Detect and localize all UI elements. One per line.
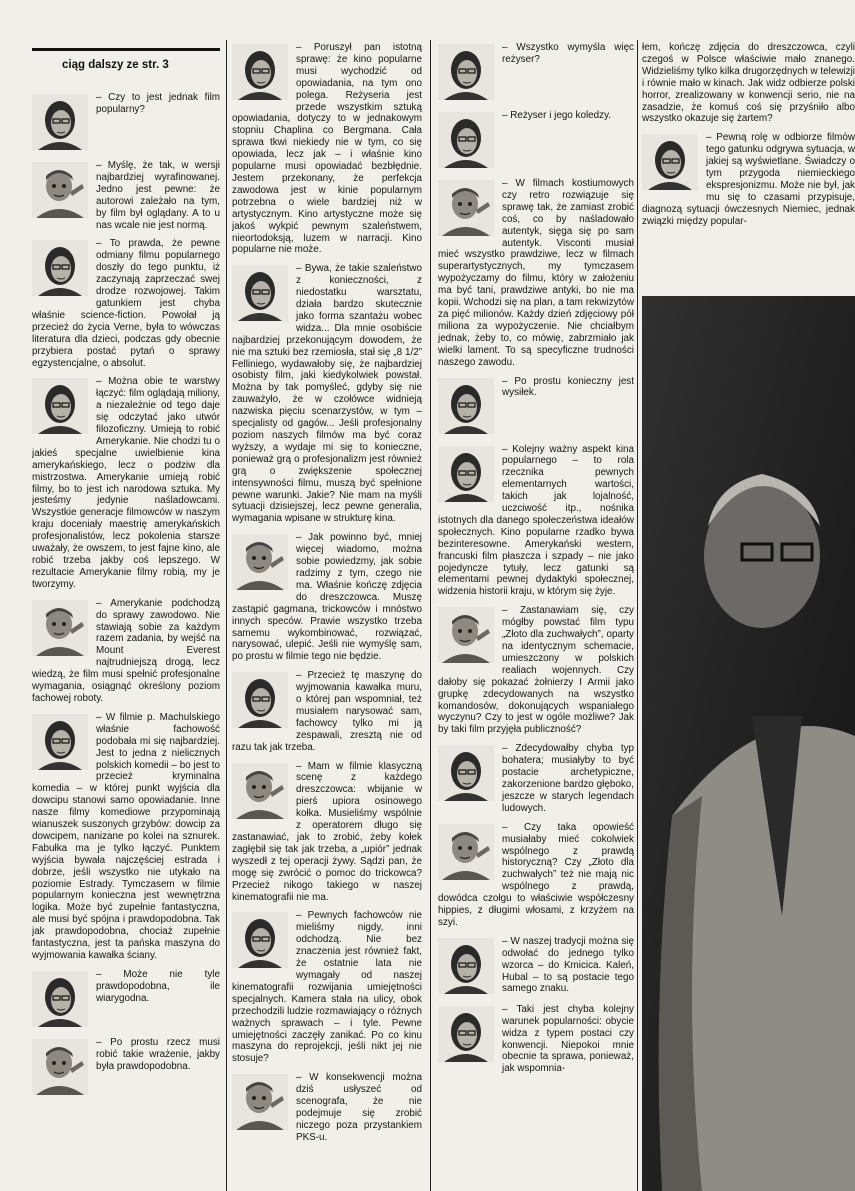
interview-text: – Amerykanie podchodzą do sprawy zawodowo. Nie stawiają sobie za każdym razem zadania, by wejść na Mount Everest najtrudniejszą drogą, lecz wiedzą, że film musi spełnić profesjonalne wymagania, osiągnąć określony poziom fachowej roboty. <box>32 597 220 704</box>
interview-entry <box>438 376 634 437</box>
column-1-entries <box>32 92 220 1098</box>
interview-entry <box>232 42 422 256</box>
interview-entry <box>232 1072 422 1143</box>
speaker-man-portrait <box>438 607 494 663</box>
speaker-man-portrait <box>232 763 288 819</box>
interview-entry <box>232 263 422 525</box>
continued-label: ciąg dalszy ze str. 3 <box>62 59 169 71</box>
continued-header <box>32 48 220 71</box>
column-rule <box>226 40 227 1191</box>
speaker-man-portrait <box>32 1039 88 1095</box>
speaker-man-portrait <box>32 162 88 218</box>
speaker-man-portrait <box>32 600 88 656</box>
speaker-woman-portrait <box>32 378 88 434</box>
interview-text: – Zdecydowałby chyba typ bohatera; musiałyby to być postacie archetypiczne, zakorzenione bardzo głęboko, jeszcze w starych legendach ludowych. <box>502 743 634 814</box>
interview-text: – Czy to jest jednak film popularny? <box>96 92 220 115</box>
interview-text: – Pewnych fachowców nie mieliśmy nigdy, inni odchodzą. Nie bez znaczenia jest również fakt, że ostatnie lata nie wymagały od naszej kinematografii rozwijania umiejętności specjalnych. Kamera stała na ulicy, obok przechodzili ludzie rozmawiający o różnych ważnych sprawach – i tyle. Pewne umiejętności zaczęły zanikać. Po co kinu maszyna do reprojekcji, jeśli nikt jej nie stosuje? <box>232 910 422 1065</box>
speaker-man-portrait <box>438 824 494 880</box>
speaker-woman-portrait <box>232 912 288 968</box>
interview-entry <box>438 444 634 599</box>
interview-text: łem, kończę zdjęcia do dreszczowca, czyli czegoś w Polsce właściwie mało znanego. Widzieliśmy tylko kilka drugorzędnych w telewizji i równie mało w kinach. Jak widz odbierze polski horror, zrealizowany w konwencji serio, nie na zasadzie, że komuś coś się przyśniło albo wszystko okazuje się żartem? <box>642 42 855 125</box>
interview-text: – Przecież tę maszynę do wyjmowania kawałka muru, o której pan wspomniał, też musiałem narysować sam, fachowcy tylko mi ją zespawali, zresztą nie od razu tak jak trzeba. <box>232 670 422 753</box>
speaker-woman-portrait <box>438 745 494 801</box>
interview-entry <box>232 761 422 904</box>
column-2-entries <box>232 42 422 1144</box>
interview-entry <box>438 178 634 369</box>
interview-entry <box>438 110 634 171</box>
interview-entry <box>232 532 422 663</box>
interview-entry <box>32 1037 220 1098</box>
interview-text: – Kolejny ważny aspekt kina popularnego – to rola rzecznika pewnych elementarnych wartości, takich jak lojalność, uczciwość itp., nośnika istotnych dla danego społeczeństwa ideałów społecznych. Kino popularne rzadko bywa bezinteresowne. Amerykański western, francuski film płaszcza i szpady – nie jako pojedyncze tytuły, lecz gatunki są elementami pewnej dydaktyki społecznej, widzenia historii kraju, w którym się żyje. <box>438 443 634 598</box>
interview-text: – W konsekwencji można dziś usłyszeć od scenografa, że nie podejmuje się zrobić niczego poza przystankiem PKS-u. <box>296 1072 422 1143</box>
speaker-woman-portrait <box>232 672 288 728</box>
column-3-entries <box>438 42 634 1075</box>
interview-entry <box>438 1004 634 1075</box>
director-photo <box>642 296 855 1191</box>
interview-text: – Taki jest chyba kolejny warunek popularności: obycie widza z typem postaci czy konwencji. Niepokoi mnie obecnie ta sprawa, ponieważ, jak wspomnia- <box>502 1003 634 1075</box>
interview-entry <box>32 969 220 1030</box>
interview-entry <box>642 132 855 227</box>
interview-entry <box>32 92 220 153</box>
speaker-man-portrait <box>232 1074 288 1130</box>
speaker-woman-portrait <box>32 94 88 150</box>
interview-text: – Pewną rolę w odbiorze filmów tego gatunku odgrywa sytuacja, w jakiej są wyświetlane. Świadczy o tym przygoda niemieckiego ekspresjonizmu. Może nie był, jak mu się to czasami przypisuje, diagnozą sytuacji ówczesnych Niemiec, jednak związki między popular- <box>642 132 855 227</box>
speaker-woman-portrait <box>438 44 494 100</box>
interview-text: – Można obie te warstwy łączyć: film oglądają miliony, a niezależnie od tego daje się odczytać jako utwór filozoficzny. Umieją to robić Amerykanie. Nie chodzi tu o jakieś specjalne uwielbienie kina amerykańskiego, lecz o podziw dla mistrzostwa. Amerykanie umieją robić filmy, bo to jest ich narodowa sztuka. My jesteśmy jedynie naśladowcami. Wszystkie generacje filmowców w naszym kraju doceniały maestrię amerykańskich profesjonalistów, lecz pokolenia starsze uważały, że owszem, to jest fajne kino, ale robić trzeba jakby coś lepszego. W rezultacie Amerykanie filmy robią, my je tworzymy. <box>32 376 220 590</box>
speaker-woman-portrait <box>32 714 88 770</box>
speaker-woman-portrait <box>642 134 698 190</box>
interview-entry <box>32 160 220 231</box>
interview-entry <box>438 743 634 814</box>
interview-text: – Po prostu konieczny jest wysiłek. <box>502 375 634 399</box>
interview-text: – Może nie tyle prawdopodobna, ile wiarygodna. <box>96 968 220 1004</box>
interview-text: – Reżyser i jego koledzy. <box>502 110 612 121</box>
interview-entry <box>438 822 634 929</box>
interview-entry <box>32 598 220 705</box>
speaker-woman-portrait <box>438 378 494 434</box>
interview-entry <box>232 670 422 753</box>
interview-text: – W filmach kostiumowych czy retro rozwiązuje się sprawę tak, że zamiast zrobić coś, co by naśladowało autentyk, sięga się po sam autentyk. Visconti musiał mieć wszystko prawdziwe, lecz w filmach superartystycznych, my tymczasem wypożyczamy do filmu, który w założeniu ma być tani, prawdziwe antyki, bo nie ma kopii. Wchodzi się na plan, a tam rekwizytów za pięć milionów. Każdy dzień zdjęciowy pół miliona za wypożyczenie. Nie chciałbym jednak, żeby to, co mówię, zabrzmiało jak wielki lament. To są specyficzne trudności naszego zawodu. <box>438 178 634 368</box>
column-rule <box>637 40 638 1191</box>
interview-entry <box>32 712 220 962</box>
interview-text: – Bywa, że takie szaleństwo z konieczności, z niedostatku warsztatu, działa bardzo skutecznie jako forma szantażu wobec widza... Dla mnie osobiście najbardziej przekonującym dowodem, że nie ma sztuki bez rzemiosła, stał się „8 1/2” Felliniego, wydawałoby się, że najbardziej osobisty film, jaki kiedykolwiek powstał. Można by tak pomyśleć, gdyby się nie zauważyło, że w czołówce widnieją nazwiska pięciu scenarzystów, w tym – specjalisty od gagów... Jeśli profesjonalny poziom naszych filmów ma być coraz wyższy, a wydaje mi się to konieczne, ponieważ grą o profesjonalizm jest również grą o zwiększenie społecznej intensywności filmu, muszą być spełnione pewne warunki. Jakie? Nie mam na myśli sytuacji dzisiejszej, lecz pewne generalia, wymagania wpisane w strukturę kina. <box>232 263 422 525</box>
speaker-woman-portrait <box>438 112 494 168</box>
interview-text: – Wszystko wymyśla więc reżyser? <box>502 42 634 65</box>
interview-entry <box>32 238 220 369</box>
interview-entry <box>642 42 855 125</box>
column-1 <box>32 0 220 1191</box>
interview-text: – Czy taka opowieść musiałaby mieć cokolwiek wspólnego z prawdą historyczną? Czy „Złoto dla zuchwałych” też nie mają nic wspólnego z prawdą, dowódca czołgu to właściwie współczesny hippies, z długimi włosami, z krzyżem na szyi. <box>438 821 634 928</box>
interview-text: – To prawda, że pewne odmiany filmu popularnego doszły do tego punktu, iż zaczynają zaprzeczać swej drodze rozwojowej. Takim gatunkiem jest chyba właśnie science-fiction. Powołał ją przecież do życia Verne, była to wówczas literatura dla dzieci, podczas gdy obecnie przybiera postać pytań o sprawy egzystencjalne, o absolut. <box>32 238 220 369</box>
interview-text: – W filmie p. Machulskiego właśnie fachowość podobała mi się najbardziej. Jest to jedna z nielicznych polskich komedii – bo jest to przecież kryminalna komedia – w której punkt wyjścia dla dowcipu stanowi samo opowiadanie. Inne nasze filmy komediowe przypominają wianuszek suszonych grzybów: dowcip za dowcipem, nanizane po kolei na sznurek. Fabułka ma je tylko łączyć. Punktem wyjścia bywała najczęściej estrada i dobrze, jeśli wszystko nie utykało na poziomie Estrady. Tymczasem w filmie popularnym konieczna jest wewnętrzna logika. Może być zupełnie fantastyczna, ale musi być spójna i prawdopodobna. Tak jak prawdopodobna, chociaż zupełnie fantastyczna, jest ta pańska maszyna do wyjmowania kawałka ściany. <box>32 711 220 961</box>
column-2 <box>232 0 422 1191</box>
interview-entry <box>438 936 634 997</box>
interview-text: – Mam w filmie klasyczną scenę z każdego dreszczowca: wbijanie w pierś upiora osinowego kołka. Musieliśmy wspólnie z operatorem długo się zastanawiać, jak to zrobić, żeby kołek zagłębił się tak jak trzeba, a „upiór” jednak wyszedł z tej operacji żywy. Sądzi pan, że mogę się zwrócić o pomoc do trickowca? Przecież nikogo takiego w naszej kinematografii nie ma. <box>232 760 422 903</box>
column-3 <box>438 0 634 1191</box>
speaker-woman-portrait <box>438 938 494 994</box>
speaker-woman-portrait <box>438 1006 494 1062</box>
interview-text: – Zastanawiam się, czy mógłby powstać film typu „Złoto dla zuchwałych”, oparty na identycznym schemacie, umieszczony w polskich realiach wojennych. Czy dałoby się pokazać żołnierzy I Armii jako grupkę zdecydowanych na wszystko komandosów, dokonujących wspaniałego wyczynu? Czy to jest w ogóle możliwe? Jak by taki film przyjęła publiczność? <box>438 605 634 736</box>
speaker-woman-portrait <box>32 240 88 296</box>
interview-entry <box>438 42 634 103</box>
interview-text: – Poruszył pan istotną sprawę: że kino popularne musi wychodzić od opowiadania, na tym ono polega. Reżyseria jest przede wszystkim sztuką opowiadania, dotyczy to w jednakowym stopniu Chaplina co Bergmana. Cała sprawa tkwi niekiedy nie w tym, co się opowiada, lecz jak – i właśnie kino popularne musi opowiadać bezbłędnie. Jestem przekonany, że perfekcja zawodowa jest w kinie popularnym potrzebna o wiele bardziej niż w artystycznym. Kino artystyczne może się jakoś wykpić pewnym szaleństwem, nieortodoksją, luzem w narracji. Kino popularne nie może. <box>232 42 422 256</box>
interview-text: – Myślę, że tak, w wersji najbardziej wyrafinowanej. Jedno jest pewne: że autorowi zależało na tym, by film był oglądany. A to u nas wcale nie jest normą. <box>96 160 220 231</box>
interview-entry <box>232 910 422 1065</box>
speaker-man-portrait <box>438 180 494 236</box>
speaker-woman-portrait <box>232 44 288 100</box>
speaker-woman-portrait <box>232 265 288 321</box>
interview-entry <box>438 605 634 736</box>
speaker-man-portrait <box>232 534 288 590</box>
speaker-woman-portrait <box>32 971 88 1027</box>
speaker-woman-portrait <box>438 446 494 502</box>
interview-text: – Po prostu rzecz musi robić takie wrażenie, jakby była prawdopodobna. <box>96 1036 220 1072</box>
interview-entry <box>32 376 220 590</box>
interview-text: – Jak powinno być, mniej więcej wiadomo, można sobie powiedzmy, jak sobie radzimy z tym, czego nie ma. Właśnie kończę zdjęcia do dreszczowca. Muszę zastąpić gagmana, trickowców i mnóstwo innych speców. Prawie wszystko trzeba samemu wykombinować, rozwiązać, narysować, ulepić. Jeśli nie wymyślę sam, po prostu w filmie tego nie będzie. <box>232 532 422 663</box>
column-4 <box>642 0 855 296</box>
column-4-entries <box>642 42 855 228</box>
interview-text: – W naszej tradycji można się odwołać do jednego tylko wzorca – do Kmicica. Kaleń, Hubal – to są postacie tego samego znaku. <box>502 935 634 995</box>
column-rule <box>430 40 431 1191</box>
